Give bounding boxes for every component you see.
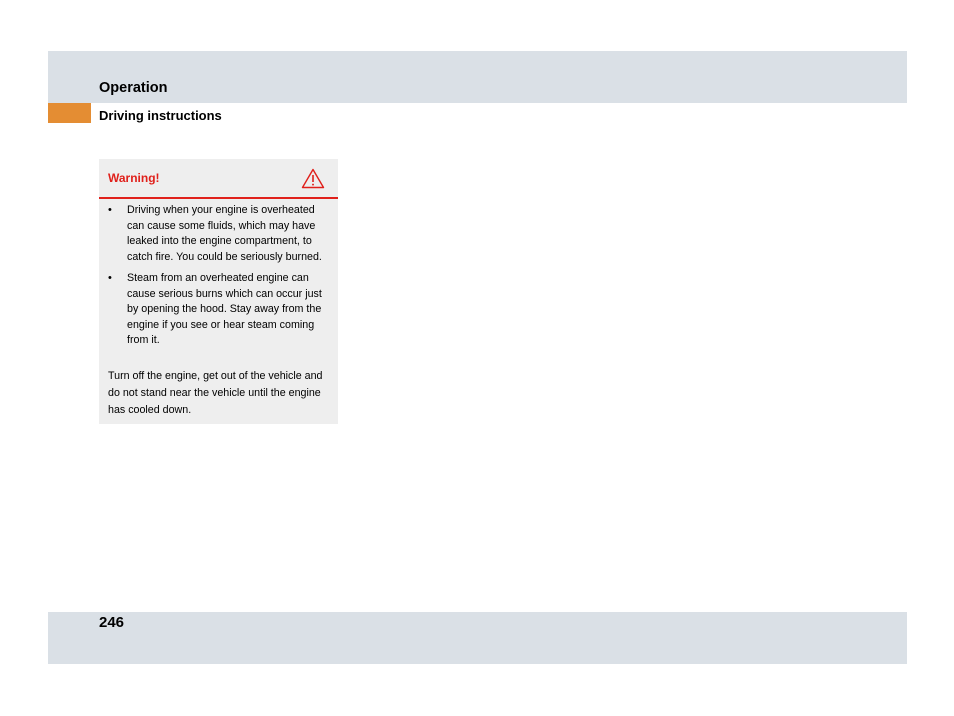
section-title: Operation [99,80,168,96]
warning-item [99,271,338,349]
warning-item-text: Steam from an overheated engine can cause serious burns which can occur just by opening the hood. Stay away from the engine if you see or hear steam coming from it. [127,272,322,346]
warning-closing-text: Turn off the engine, get out of the vehicle and do not stand near the vehicle until the engine has cooled down. [108,370,323,416]
section-marker-tab [48,103,91,123]
warning-header [99,159,338,199]
warning-item [99,203,338,265]
warning-list [99,203,338,355]
bullet-icon: • [108,204,112,216]
page-number: 246 [99,614,125,631]
warning-item-text: Driving when your engine is overheated can cause some fluids, which may have leaked into the engine compartment, to catch fire. You could be seriously burned. [127,204,322,263]
header-band [48,51,907,103]
subsection-title: Driving instructions [99,108,222,123]
footer-band [48,612,907,664]
bullet-icon: • [108,272,112,284]
warning-triangle-icon [301,168,325,189]
warning-title: Warning! [108,171,160,185]
warning-box [99,159,338,424]
